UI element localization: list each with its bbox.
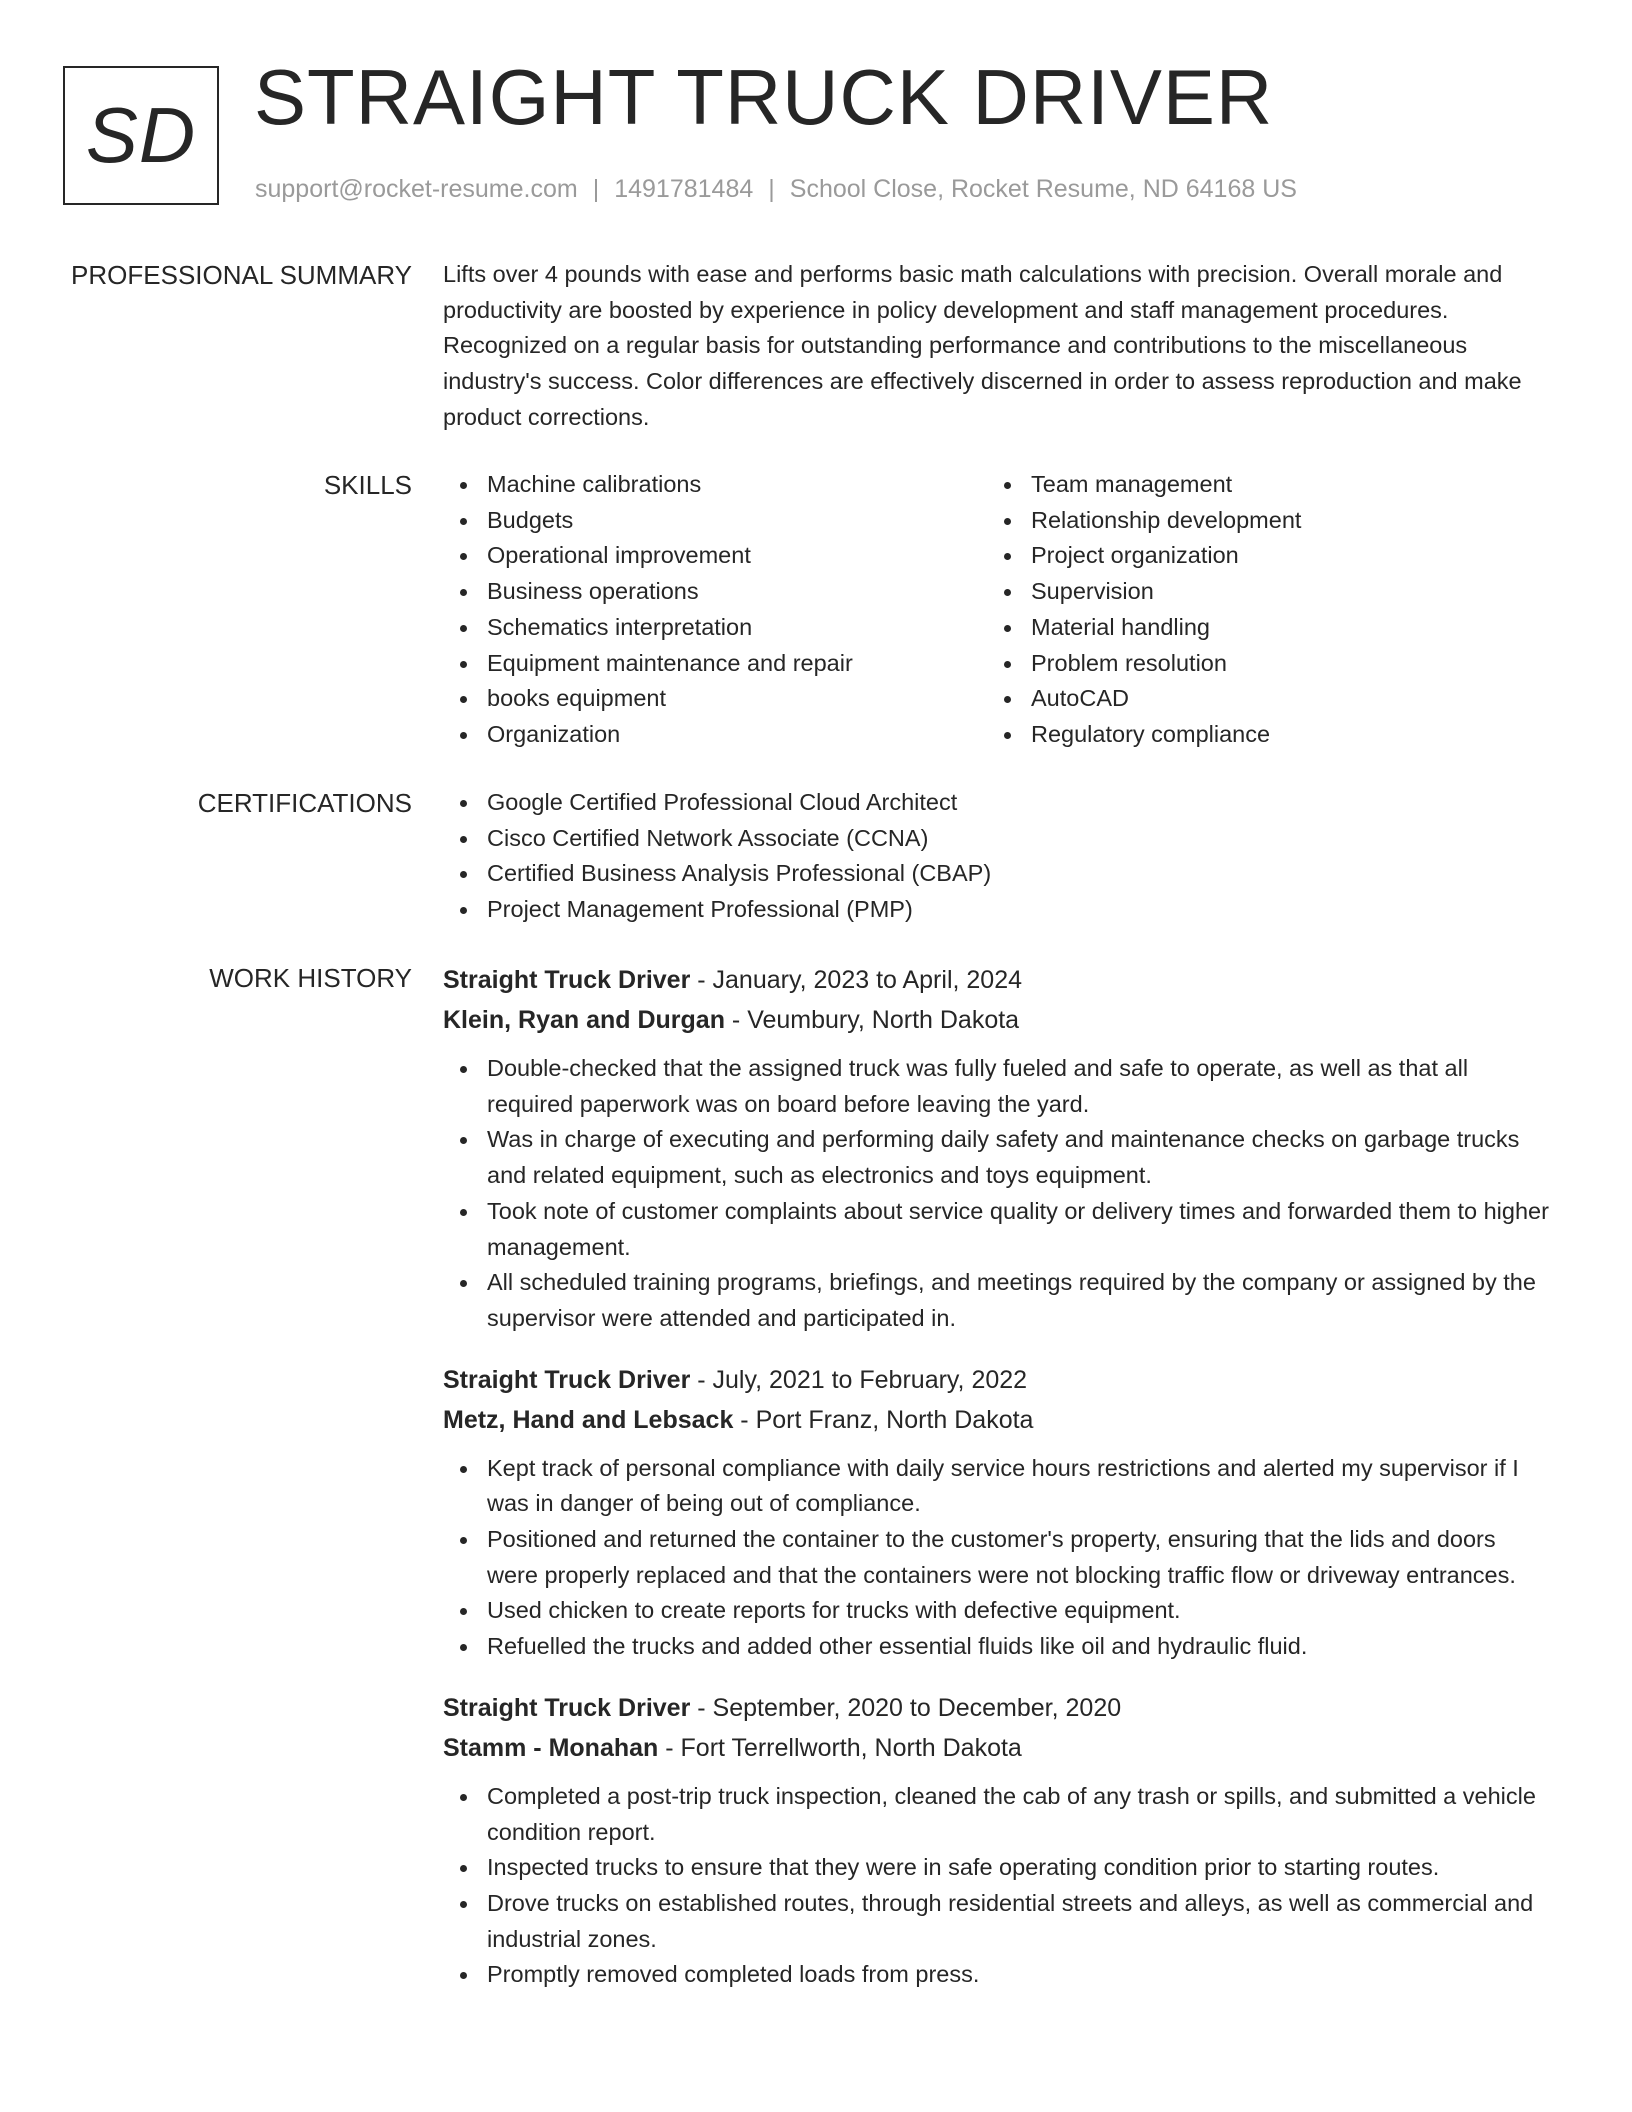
skill-item: Supervision	[987, 574, 1531, 610]
skill-item: Equipment maintenance and repair	[443, 646, 987, 682]
skill-item: AutoCAD	[987, 681, 1531, 717]
skills-body	[443, 467, 1553, 753]
job-role-line	[443, 1360, 1553, 1400]
job-role-line	[443, 1688, 1553, 1728]
section-title: CERTIFICATIONS	[197, 788, 412, 818]
contact-phone: 1491781484	[614, 175, 754, 203]
skill-item: Schematics interpretation	[443, 610, 987, 646]
job-bullet: All scheduled training programs, briefings, and meetings required by the company or assigned by the supervisor were attended and participated in.	[443, 1265, 1553, 1336]
certification-item: Cisco Certified Network Associate (CCNA)	[443, 821, 1553, 857]
skill-item: Operational improvement	[443, 538, 987, 574]
job-entry	[443, 960, 1553, 1337]
certifications-body	[443, 785, 1553, 928]
section-title: SKILLS	[323, 470, 412, 500]
job-bullet: Completed a post-trip truck inspection, cleaned the cab of any trash or spills, and submitted a vehicle condition report.	[443, 1779, 1553, 1850]
skill-item: Organization	[443, 717, 987, 753]
resume-title: STRAIGHT TRUCK DRIVER	[254, 53, 1274, 141]
contact-address: School Close, Rocket Resume, ND 64168 US	[789, 175, 1297, 203]
job-location: - Port Franz, North Dakota	[733, 1405, 1034, 1434]
job-bullets	[443, 1451, 1553, 1665]
job-company-line	[443, 1728, 1553, 1768]
section-title: PROFESSIONAL SUMMARY	[71, 260, 412, 290]
job-bullet: Promptly removed completed loads from press.	[443, 1957, 1553, 1993]
job-role: Straight Truck Driver	[443, 1365, 691, 1394]
job-bullet: Kept track of personal compliance with daily service hours restrictions and alerted my supervisor if I was in danger of being out of compliance.	[443, 1451, 1553, 1522]
job-bullet: Drove trucks on established routes, through residential streets and alleys, as well as commercial and industrial zones.	[443, 1886, 1553, 1957]
job-bullet: Was in charge of executing and performing daily safety and maintenance checks on garbage trucks and related equipment, such as electronics and toys equipment.	[443, 1122, 1553, 1193]
job-bullet: Inspected trucks to ensure that they were in safe operating condition prior to starting routes.	[443, 1850, 1553, 1886]
job-entry	[443, 1360, 1553, 1665]
skill-item: Budgets	[443, 503, 987, 539]
skill-item: Regulatory compliance	[987, 717, 1531, 753]
job-company-line	[443, 1400, 1553, 1440]
job-bullets	[443, 1051, 1553, 1337]
job-bullet: Used chicken to create reports for trucks with defective equipment.	[443, 1593, 1553, 1629]
job-dates: - September, 2020 to December, 2020	[690, 1693, 1122, 1722]
job-location: - Fort Terrellworth, North Dakota	[658, 1733, 1022, 1762]
job-dates: - July, 2021 to February, 2022	[690, 1365, 1028, 1394]
job-company: Metz, Hand and Lebsack	[443, 1405, 734, 1434]
skills-list-right	[987, 467, 1531, 753]
contact-email: support@rocket-resume.com	[255, 175, 578, 203]
skill-item: Business operations	[443, 574, 987, 610]
skill-item: Project organization	[987, 538, 1531, 574]
job-bullets	[443, 1779, 1553, 1993]
certification-item: Google Certified Professional Cloud Architect	[443, 785, 1553, 821]
job-role-line	[443, 960, 1553, 1000]
skill-item: Team management	[987, 467, 1531, 503]
skill-item: books equipment	[443, 681, 987, 717]
contact-separator: |	[768, 175, 775, 203]
job-location: - Veumbury, North Dakota	[724, 1006, 1020, 1034]
contact-separator: |	[592, 175, 600, 203]
skill-item: Problem resolution	[987, 646, 1531, 682]
job-company: Klein, Ryan and Durgan	[443, 1006, 725, 1034]
certification-item: Project Management Professional (PMP)	[443, 892, 1553, 928]
initials-monogram: SD	[63, 66, 219, 205]
certifications-list	[443, 785, 1553, 928]
job-role: Straight Truck Driver	[443, 966, 691, 994]
job-role: Straight Truck Driver	[443, 1693, 691, 1722]
job-dates: - January, 2023 to April, 2024	[690, 966, 1023, 994]
skill-item: Relationship development	[987, 503, 1531, 539]
summary-body	[443, 257, 1553, 436]
work-history-body	[443, 960, 1553, 1993]
job-bullet: Took note of customer complaints about service quality or delivery times and forwarded them to higher management.	[443, 1194, 1553, 1265]
job-bullet: Double-checked that the assigned truck was fully fueled and safe to operate, as well as that all required paperwork was on board before leaving the yard.	[443, 1051, 1553, 1122]
job-bullet: Positioned and returned the container to the customer's property, ensuring that the lids and doors were properly replaced and that the containers were not blocking traffic flow or driveway entrances.	[443, 1522, 1553, 1593]
contact-line	[255, 175, 1297, 204]
skill-item: Machine calibrations	[443, 467, 987, 503]
job-company-line	[443, 1000, 1553, 1040]
certification-item: Certified Business Analysis Professional (CBAP)	[443, 856, 1553, 892]
summary-text: Lifts over 4 pounds with ease and performs basic math calculations with precision. Overall morale and productivity are boosted by experience in policy development and staff management procedures. Recognized on a regular basis for outstanding performance and contributions to the miscellaneous industry's success. Color differences are effectively discerned in order to assess reproduction and make product corrections.	[443, 261, 1522, 430]
job-entry	[443, 1688, 1553, 1993]
job-bullet: Refuelled the trucks and added other essential fluids like oil and hydraulic fluid.	[443, 1629, 1553, 1665]
section-title: WORK HISTORY	[209, 963, 412, 993]
job-company: Stamm - Monahan	[443, 1733, 659, 1762]
skills-list-left	[443, 467, 987, 753]
skill-item: Material handling	[987, 610, 1531, 646]
